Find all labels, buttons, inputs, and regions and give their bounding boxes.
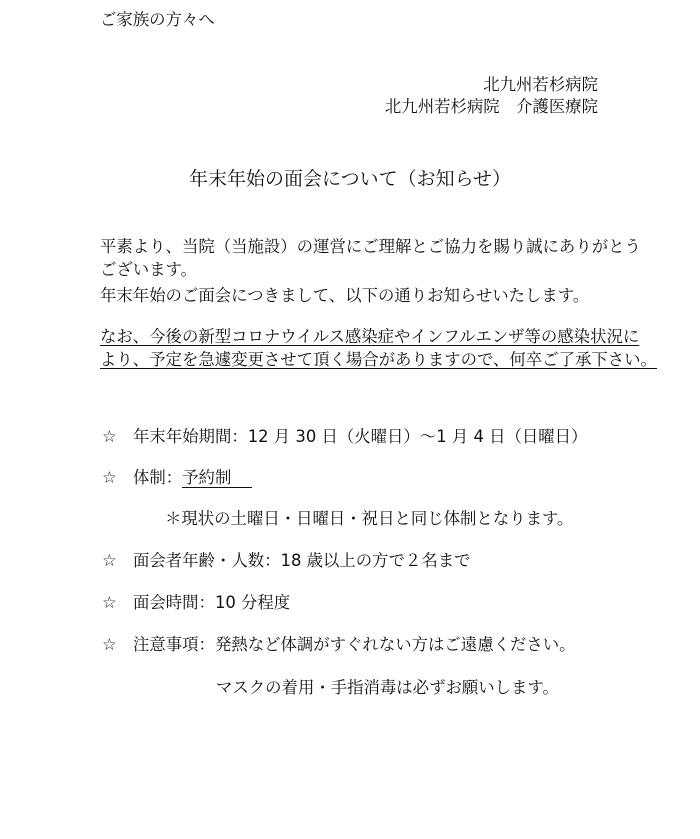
sender-care-facility: 北九州若杉病院 介護医療院 — [384, 97, 598, 116]
intro-line-1: 平素より、当院（当施設）の運営にご理解とご協力を賜り誠にありがとう — [100, 237, 641, 256]
item-system-label: 体制： — [133, 468, 183, 487]
star-icon: ☆ — [102, 468, 117, 487]
intro-line-2: ございます。 — [100, 260, 198, 279]
greeting: ご家族の方々へ — [100, 10, 215, 29]
item-period: 年末年始期間：12 月 30 日（火曜日）～1 月 4 日（日曜日） — [133, 427, 588, 446]
item-system — [133, 467, 252, 489]
item-system-note: ＊現状の土曜日・日曜日・祝日と同じ体制となります。 — [165, 509, 574, 528]
star-icon: ☆ — [102, 427, 117, 446]
notice-line-1: なお、今後の新型コロナウイルス感染症やインフルエンザ等の感染状況に — [100, 327, 640, 346]
item-caution-note: マスクの着用・手指消毒は必ずお願いします。 — [216, 678, 559, 697]
item-caution: 注意事項：発熱など体調がすぐれない方はご遠慮ください。 — [133, 635, 576, 654]
star-icon: ☆ — [102, 593, 117, 612]
intro-line-3: 年末年始のご面会につきまして、以下の通りお知らせいたします。 — [100, 286, 590, 305]
star-icon: ☆ — [102, 551, 117, 570]
notice-line-2: より、予定を急遽変更させて頂く場合がありますので、何卒ご了承下さい。 — [100, 350, 657, 369]
item-duration: 面会時間：10 分程度 — [133, 593, 291, 612]
page-title: 年末年始の面会について（お知らせ） — [188, 168, 512, 190]
item-visitors: 面会者年齢・人数：18 歳以上の方で２名まで — [133, 551, 471, 570]
sender-hospital: 北九州若杉病院 — [483, 75, 598, 94]
star-icon: ☆ — [102, 635, 117, 654]
item-system-value: 予約制 — [182, 468, 252, 488]
